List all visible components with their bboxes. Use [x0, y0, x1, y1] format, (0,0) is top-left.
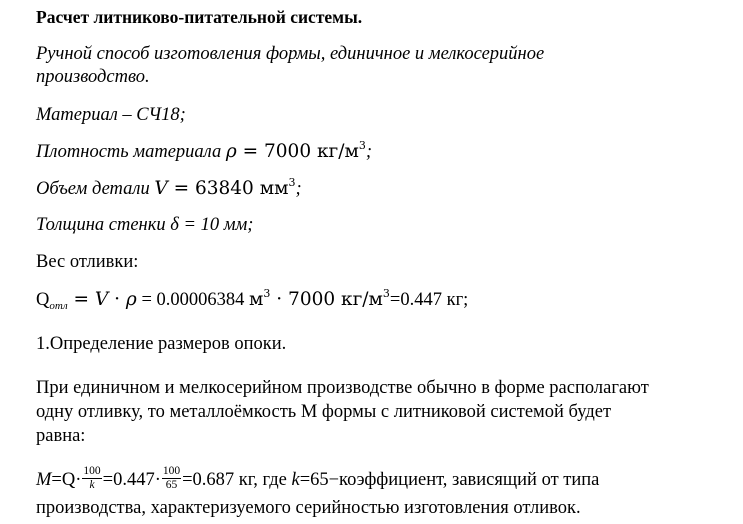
mass-tail: =65−коэффициент, зависящий от типа [299, 469, 600, 490]
production-line-1: Ручной способ изготовления формы, единичное и мелкосерийное [36, 44, 545, 64]
volume-symbol: V [154, 178, 168, 199]
wall-thickness-line: Толщина стенки δ = 10 мм; [36, 215, 254, 235]
density-label: Плотность материала [36, 142, 226, 162]
weight-label: Вес отливки: [36, 252, 139, 272]
weight-val2: 7000 [288, 289, 336, 310]
density-value: 7000 [264, 141, 312, 162]
density-symbol: ρ [225, 141, 237, 162]
weight-unit1: м [249, 289, 264, 310]
weight-q: Q [36, 290, 50, 310]
mass-mid2: =0.687 кг, где [182, 469, 292, 490]
weight-eq2: = 0.00006384 [136, 290, 249, 310]
volume-line [36, 178, 302, 202]
volume-unit: мм [253, 178, 289, 199]
weight-rho: ρ [125, 289, 137, 310]
section-1-heading: 1.Определение размеров опоки. [36, 334, 287, 354]
production-line-2: производство. [36, 67, 150, 87]
paragraph-line-1: При единичном и мелкосерийном производстве обычно в форме располагают [36, 378, 649, 398]
weight-unit2: кг/м [335, 289, 383, 310]
last-line: производства, характеризуемого серийностью изготовления отливок. [36, 498, 581, 518]
mass-m: M [36, 469, 52, 490]
density-unit: кг/м [311, 141, 359, 162]
density-eq: = [236, 141, 265, 162]
paragraph-line-2: одну отливку, то металлоёмкость М формы с литниковой системой будет [36, 402, 612, 422]
mass-eq: =Q· [51, 469, 82, 490]
fraction-1-denominator: k [89, 479, 95, 491]
density-exponent: 3 [358, 139, 366, 152]
density-end: ; [365, 142, 373, 162]
density-line [36, 141, 372, 165]
weight-v: V [94, 289, 109, 310]
material-line: Материал – СЧ18; [36, 105, 186, 125]
mass-formula [36, 467, 599, 494]
weight-eq1: = [67, 289, 95, 310]
volume-exponent: 3 [288, 176, 296, 189]
weight-dot1: · [108, 289, 126, 310]
weight-dot2: · [270, 289, 289, 310]
mass-mid1: =0.447· [102, 469, 161, 490]
volume-label: Объем детали [36, 179, 155, 199]
fraction-2-numerator: 100 [162, 465, 181, 477]
volume-end: ; [295, 179, 302, 199]
fraction-100-over-k [82, 465, 101, 492]
volume-value: 63840 [194, 178, 254, 199]
fraction-1-numerator: 100 [83, 465, 101, 477]
weight-exp1: 3 [263, 287, 271, 300]
weight-q-subscript: отл [49, 300, 68, 312]
section-heading: Расчет литниково-питательной системы. [36, 7, 363, 27]
fraction-2-denominator: 65 [165, 479, 178, 491]
mass-k: k [291, 469, 300, 490]
paragraph-line-3: равна: [36, 426, 86, 446]
volume-eq: = [167, 178, 195, 199]
weight-exp2: 3 [382, 287, 390, 300]
fraction-100-over-65 [162, 465, 181, 492]
weight-result: =0.447 кг; [389, 290, 469, 310]
weight-formula [36, 289, 468, 313]
